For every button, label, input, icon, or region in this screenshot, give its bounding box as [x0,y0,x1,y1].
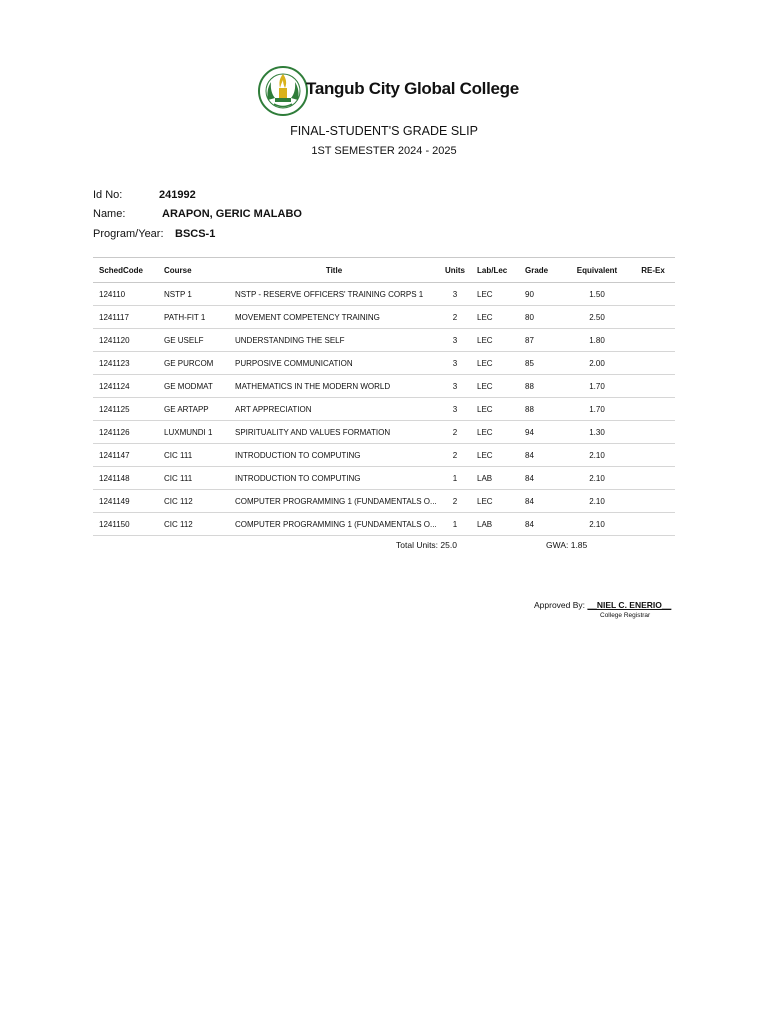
student-id-label: Id No: [93,189,123,201]
cell-lablec: LAB [471,467,519,490]
cell-course: CIC 112 [158,513,229,536]
cell-units: 1 [439,467,471,490]
semester-label: 1ST SEMESTER 2024 - 2025 [311,145,457,157]
cell-course: PATH-FIT 1 [158,306,229,329]
header-equivalent: Equivalent [563,258,631,283]
cell-grade: 88 [519,398,563,421]
cell-lablec: LEC [471,444,519,467]
program-year-value: BSCS-1 [175,228,216,240]
cell-reex [631,329,675,352]
table-row [93,467,675,490]
cell-title: INTRODUCTION TO COMPUTING [229,444,439,467]
cell-schedcode: 1241148 [93,467,158,490]
table-row [93,375,675,398]
cell-reex [631,283,675,306]
cell-lablec: LEC [471,283,519,306]
cell-title: COMPUTER PROGRAMMING 1 (FUNDAMENTALS O... [229,513,439,536]
cell-lablec: LEC [471,398,519,421]
cell-schedcode: 1241117 [93,306,158,329]
table-row [93,444,675,467]
cell-lablec: LEC [471,421,519,444]
cell-equivalent: 2.10 [563,513,631,536]
cell-units: 3 [439,352,471,375]
cell-reex [631,398,675,421]
cell-lablec: LAB [471,513,519,536]
college-seal-logo [258,66,308,116]
student-name-row [93,208,302,220]
header-lablec: Lab/Lec [471,258,519,283]
table-row [93,398,675,421]
student-name-value: ARAPON, GERIC MALABO [162,208,302,220]
cell-course: GE USELF [158,329,229,352]
cell-course: GE ARTAPP [158,398,229,421]
cell-grade: 84 [519,513,563,536]
page-header [0,66,768,116]
table-row [93,306,675,329]
cell-title: SPIRITUALITY AND VALUES FORMATION [229,421,439,444]
document-title: FINAL-STUDENT'S GRADE SLIP [290,124,478,138]
table-row [93,490,675,513]
cell-course: LUXMUNDI 1 [158,421,229,444]
student-id-value: 241992 [159,189,196,201]
cell-lablec: LEC [471,306,519,329]
table-row [93,513,675,536]
cell-course: CIC 111 [158,467,229,490]
cell-course: CIC 111 [158,444,229,467]
cell-grade: 88 [519,375,563,398]
cell-grade: 84 [519,467,563,490]
header-grade: Grade [519,258,563,283]
cell-title: MATHEMATICS IN THE MODERN WORLD [229,375,439,398]
cell-reex [631,513,675,536]
cell-schedcode: 1241126 [93,421,158,444]
cell-reex [631,490,675,513]
table-row [93,421,675,444]
cell-reex [631,467,675,490]
cell-lablec: LEC [471,490,519,513]
approved-by [534,600,671,610]
cell-grade: 84 [519,490,563,513]
header-units: Units [439,258,471,283]
cell-units: 2 [439,306,471,329]
cell-reex [631,421,675,444]
registrar-position: College Registrar [600,612,651,619]
cell-lablec: LEC [471,352,519,375]
cell-title: UNDERSTANDING THE SELF [229,329,439,352]
cell-title: NSTP - RESERVE OFFICERS' TRAINING CORPS 1 [229,283,439,306]
program-year-row [93,228,215,240]
cell-title: INTRODUCTION TO COMPUTING [229,467,439,490]
cell-equivalent: 1.80 [563,329,631,352]
cell-schedcode: 1241125 [93,398,158,421]
cell-lablec: LEC [471,329,519,352]
cell-units: 2 [439,490,471,513]
cell-reex [631,375,675,398]
cell-title: MOVEMENT COMPETENCY TRAINING [229,306,439,329]
header-reex: RE-Ex [631,258,675,283]
cell-title: ART APPRECIATION [229,398,439,421]
cell-reex [631,306,675,329]
cell-equivalent: 1.30 [563,421,631,444]
cell-grade: 90 [519,283,563,306]
cell-grade: 87 [519,329,563,352]
cell-equivalent: 2.10 [563,467,631,490]
cell-course: NSTP 1 [158,283,229,306]
header-title: Title [229,258,439,283]
cell-schedcode: 124110 [93,283,158,306]
cell-equivalent: 2.10 [563,444,631,467]
registrar-name: __NIEL C. ENERIO__ [587,600,672,610]
cell-units: 3 [439,398,471,421]
cell-units: 2 [439,444,471,467]
cell-grade: 80 [519,306,563,329]
cell-units: 3 [439,283,471,306]
cell-course: GE PURCOM [158,352,229,375]
cell-reex [631,352,675,375]
cell-title: PURPOSIVE COMMUNICATION [229,352,439,375]
cell-reex [631,444,675,467]
cell-schedcode: 1241120 [93,329,158,352]
cell-equivalent: 1.70 [563,398,631,421]
cell-course: GE MODMAT [158,375,229,398]
table-row [93,329,675,352]
student-name-label: Name: [93,208,126,220]
cell-lablec: LEC [471,375,519,398]
college-name: Tangub City Global College [306,79,519,98]
program-year-label: Program/Year: [93,228,164,240]
table-header-row [93,258,675,283]
cell-units: 3 [439,329,471,352]
cell-schedcode: 1241124 [93,375,158,398]
grades-table [93,257,675,536]
table-row [93,352,675,375]
cell-schedcode: 1241150 [93,513,158,536]
cell-schedcode: 1241149 [93,490,158,513]
cell-equivalent: 2.10 [563,490,631,513]
cell-equivalent: 2.00 [563,352,631,375]
cell-grade: 84 [519,444,563,467]
cell-grade: 85 [519,352,563,375]
cell-equivalent: 2.50 [563,306,631,329]
table-row [93,283,675,306]
cell-schedcode: 1241147 [93,444,158,467]
cell-units: 2 [439,421,471,444]
cell-schedcode: 1241123 [93,352,158,375]
cell-title: COMPUTER PROGRAMMING 1 (FUNDAMENTALS O... [229,490,439,513]
student-id-row [93,189,196,201]
cell-equivalent: 1.50 [563,283,631,306]
cell-units: 1 [439,513,471,536]
header-course: Course [158,258,229,283]
cell-equivalent: 1.70 [563,375,631,398]
cell-grade: 94 [519,421,563,444]
cell-course: CIC 112 [158,490,229,513]
cell-units: 3 [439,375,471,398]
total-units: Total Units: 25.0 [396,540,457,550]
approved-by-label: Approved By: [534,600,586,610]
gwa-value: GWA: 1.85 [546,540,588,550]
header-schedcode: SchedCode [93,258,158,283]
